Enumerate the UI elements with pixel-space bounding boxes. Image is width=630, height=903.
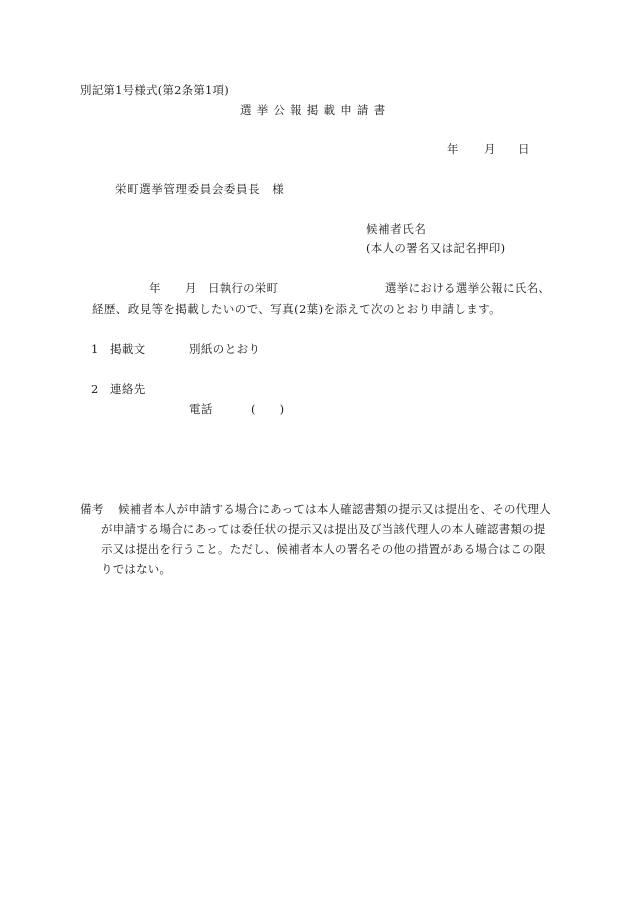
remarks-line4: りではない。 bbox=[101, 562, 172, 576]
election-month-label: 月 bbox=[185, 281, 197, 295]
election-year-label: 年 bbox=[149, 281, 161, 295]
remarks-line2: が申請する場合にあっては委任状の提示又は提出及び当該代理人の本人確認書類の提 bbox=[101, 522, 546, 536]
phone-label: 電話 bbox=[189, 402, 213, 416]
election-day-label: 日執行の栄町 bbox=[208, 281, 279, 295]
body-line2: 経歴、政見等を掲載したいので、写真(2葉)を添えて次のとおり申請します。 bbox=[92, 302, 502, 316]
remarks-heading: 備考 bbox=[80, 502, 104, 516]
form-number: 別記第1号様式(第2条第1項) bbox=[80, 83, 229, 97]
item1-number: 1 bbox=[91, 342, 99, 356]
item2-label: 連絡先 bbox=[110, 382, 146, 396]
remarks-line3: 示又は提出を行うこと。ただし、候補者本人の署名その他の措置がある場合はこの限 bbox=[101, 542, 546, 556]
candidate-signature-note: (本人の署名又は記名押印) bbox=[366, 241, 506, 255]
addressee: 栄町選挙管理委員会委員長 様 bbox=[115, 182, 285, 196]
date-month-label: 月 bbox=[484, 142, 496, 156]
item1-label: 掲載文 bbox=[110, 342, 146, 356]
date-year-label: 年 bbox=[447, 142, 459, 156]
body-line1-tail: 選挙における選挙公報に氏名、 bbox=[385, 281, 551, 295]
remarks-line1: 候補者本人が申請する場合にあっては本人確認書類の提示又は提出を、その代理人 bbox=[118, 502, 551, 516]
phone-area-code-paren: ( ) bbox=[251, 402, 285, 416]
candidate-name-label: 候補者氏名 bbox=[366, 222, 427, 236]
item2-number: 2 bbox=[91, 382, 99, 396]
item1-value: 別紙のとおり bbox=[189, 342, 261, 356]
date-day-label: 日 bbox=[518, 142, 530, 156]
document-title: 選挙公報掲載申請書 bbox=[240, 103, 391, 117]
